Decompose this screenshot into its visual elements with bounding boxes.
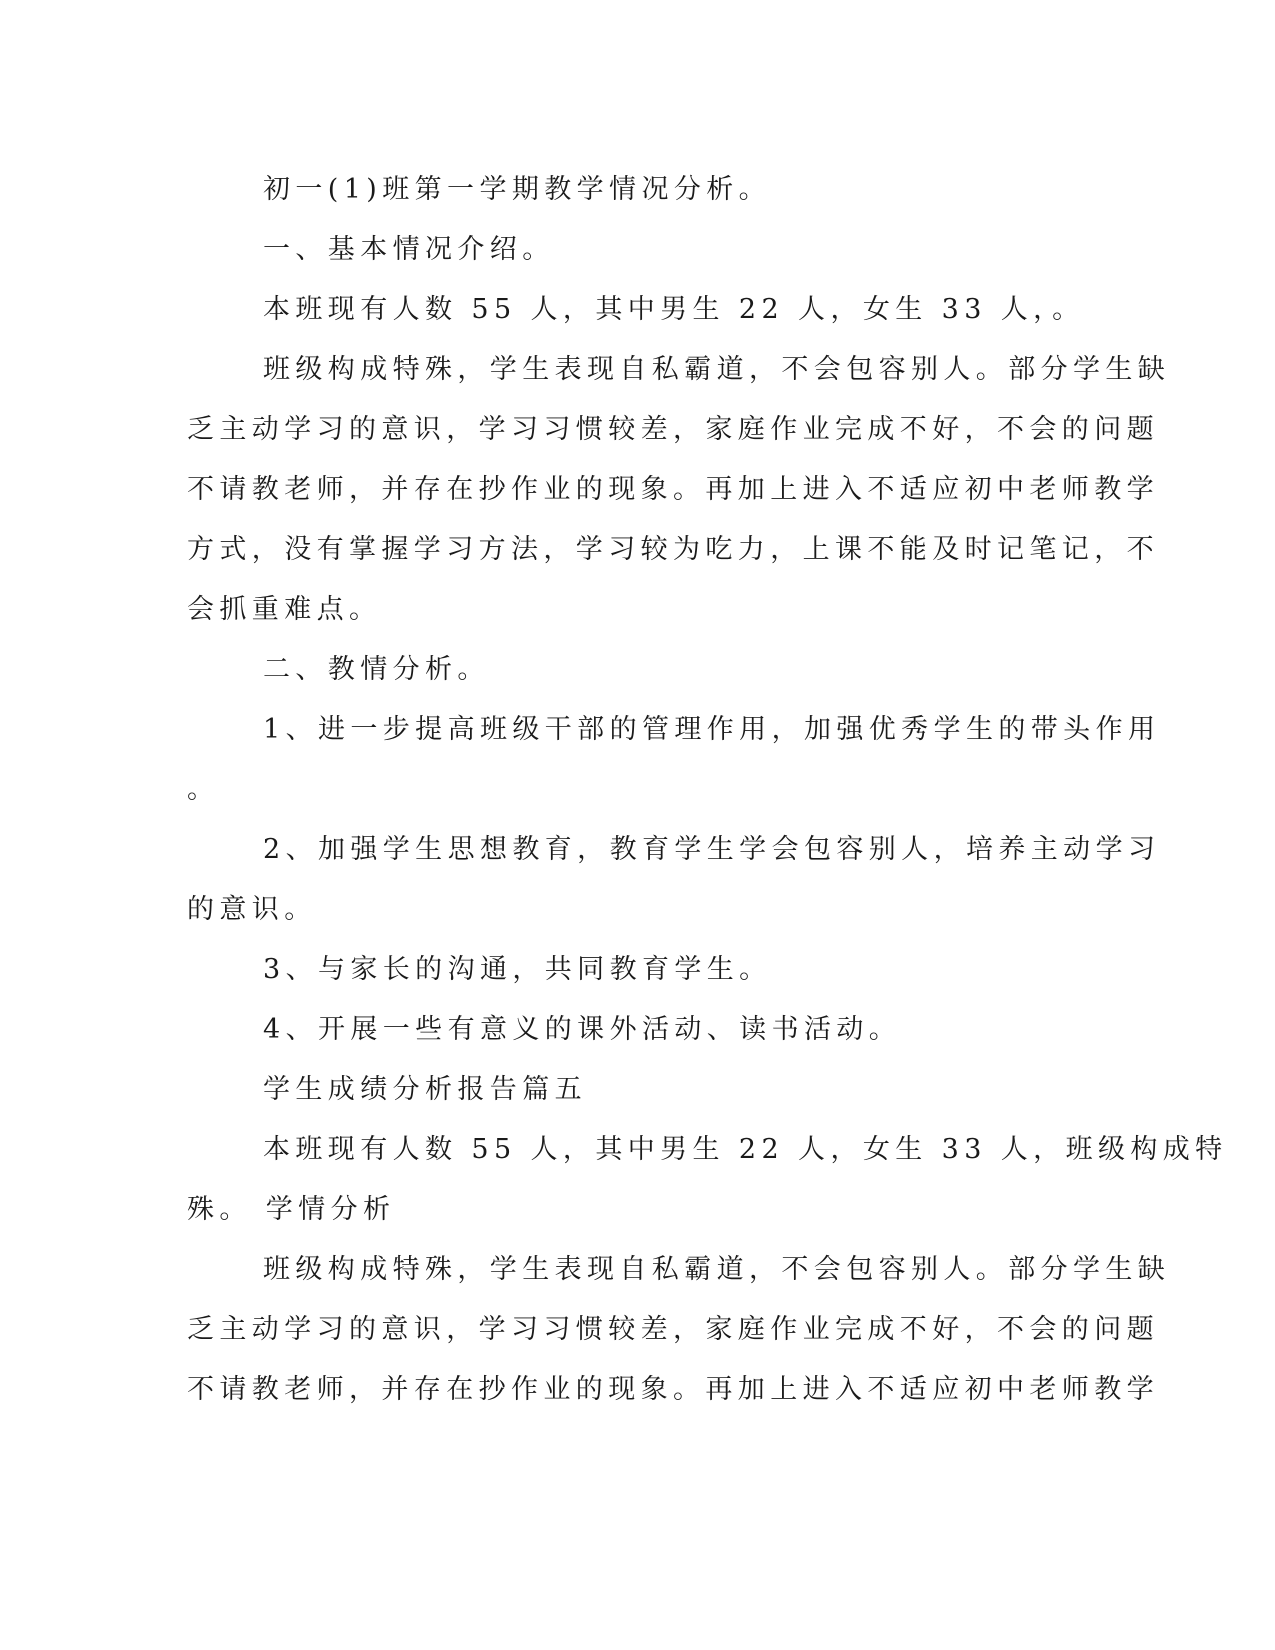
section-heading-report: 学生成绩分析报告篇五 bbox=[263, 1074, 587, 1105]
document-body bbox=[187, 160, 1228, 1420]
paragraph-line: 本班现有人数 55 人，其中男生 22 人，女生 33 人，。 bbox=[263, 294, 1085, 325]
paragraph-line: 不请教老师，并存在抄作业的现象。再加上进入不适应初中老师教学 bbox=[187, 1374, 1159, 1405]
paragraph-line: 会抓重难点。 bbox=[187, 594, 382, 625]
paragraph-line: 乏主动学习的意识，学习习惯较差，家庭作业完成不好，不会的问题 bbox=[187, 1314, 1159, 1345]
doc-title: 初一(1)班第一学期教学情况分析。 bbox=[263, 174, 772, 205]
paragraph-line: 本班现有人数 55 人，其中男生 22 人，女生 33 人，班级构成特 bbox=[263, 1134, 1228, 1165]
paragraph-line: 班级构成特殊，学生表现自私霸道，不会包容别人。部分学生缺 bbox=[263, 354, 1171, 385]
paragraph-line: 殊。 学情分析 bbox=[187, 1194, 396, 1225]
paragraph-line: 。 bbox=[187, 774, 220, 805]
paragraph-line: 的意识。 bbox=[187, 894, 317, 925]
list-item-3: 3、与家长的沟通，共同教育学生。 bbox=[263, 954, 772, 985]
list-item-1: 1、进一步提高班级干部的管理作用，加强优秀学生的带头作用 bbox=[263, 714, 1161, 745]
section-heading-basic-info: 一、基本情况介绍。 bbox=[263, 234, 555, 265]
section-heading-teaching-analysis: 二、教情分析。 bbox=[263, 654, 490, 685]
paragraph-line: 乏主动学习的意识，学习习惯较差，家庭作业完成不好，不会的问题 bbox=[187, 414, 1159, 445]
paragraph-line: 方式，没有掌握学习方法，学习较为吃力，上课不能及时记笔记，不 bbox=[187, 534, 1159, 565]
paragraph-line: 不请教老师，并存在抄作业的现象。再加上进入不适应初中老师教学 bbox=[187, 474, 1159, 505]
list-item-2: 2、加强学生思想教育，教育学生学会包容别人，培养主动学习 bbox=[263, 834, 1161, 865]
list-item-4: 4、开展一些有意义的课外活动、读书活动。 bbox=[263, 1014, 902, 1045]
paragraph-line: 班级构成特殊，学生表现自私霸道，不会包容别人。部分学生缺 bbox=[263, 1254, 1171, 1285]
